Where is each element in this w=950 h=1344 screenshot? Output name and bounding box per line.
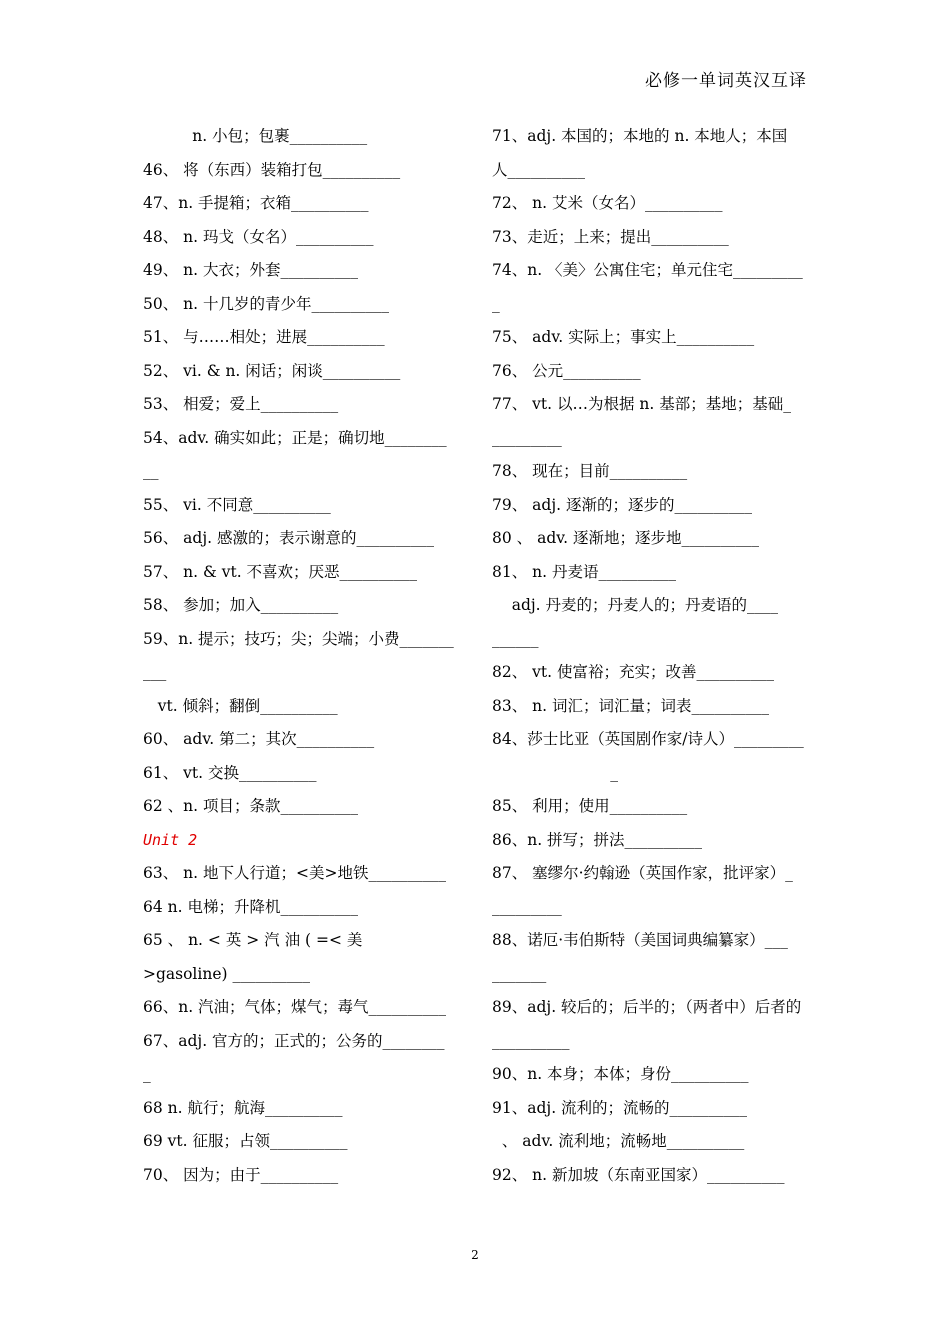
- vocab-line: _________: [492, 897, 562, 916]
- vocab-line: _: [492, 294, 500, 313]
- right-column: [492, 120, 810, 1192]
- vocab-line: 51、 与……相处；进展__________: [143, 328, 385, 346]
- vocab-line: 80 、 adv. 逐渐地；逐步地__________: [492, 529, 760, 547]
- vocab-line: 56、 adj. 感激的；表示谢意的__________: [143, 529, 434, 547]
- vocab-line: _: [143, 1065, 151, 1083]
- vocab-line: 63、 n. 地下人行道；<美>地铁__________: [143, 864, 446, 882]
- vocab-line: 66、n. 汽油；气体；煤气；毒气__________: [143, 998, 447, 1016]
- vocab-line: 76、 公元__________: [492, 361, 641, 380]
- vocab-line: 70、 因为；由于__________: [143, 1165, 339, 1184]
- vocab-line: 84、莎士比亚（英国剧作家/诗人）_________: [492, 730, 804, 748]
- vocab-line: 64 n. 电梯；升降机__________: [143, 897, 358, 916]
- vocab-line: 72、 n. 艾米（女名）__________: [492, 194, 723, 212]
- vocab-line: 88、诺厄·韦伯斯特（美国词典编纂家）___: [492, 931, 788, 949]
- vocab-line: _______: [492, 964, 547, 983]
- vocab-line: 75、 adv. 实际上；事实上__________: [492, 328, 755, 346]
- vocab-line: 86、n. 拼写；拼法__________: [492, 830, 703, 849]
- vocab-line: 48、 n. 玛戈（女名）__________: [143, 227, 374, 246]
- vocab-line: 83、 n. 词汇；词汇量；词表__________: [492, 696, 769, 715]
- vocab-line: 68 n. 航行；航海__________: [143, 1098, 343, 1117]
- vocab-line: 67、adj. 官方的；正式的；公务的________: [143, 1031, 445, 1050]
- vocab-line: 61、 vt. 交换__________: [143, 763, 317, 782]
- vocab-line: 92、 n. 新加坡（东南亚国家）__________: [492, 1165, 785, 1184]
- vocab-line: 58、 参加；加入__________: [143, 596, 339, 614]
- vocab-line: 62 、n. 项目；条款__________: [143, 797, 358, 815]
- vocab-line: ______: [492, 629, 539, 648]
- vocab-line: vt. 倾斜；翻倒__________: [143, 696, 338, 715]
- vocab-line: 人__________: [492, 160, 586, 179]
- vocab-line: 89、adj. 较后的；后半的；（两者中）后者的: [492, 998, 802, 1016]
- vocab-line: 85、 利用；使用__________: [492, 797, 688, 815]
- vocab-line: 52、 vi. & n. 闲话；闲谈__________: [143, 361, 401, 380]
- vocab-line: 81、 n. 丹麦语__________: [492, 562, 676, 581]
- vocab-line: 46、 将（东西）装箱打包__________: [143, 160, 401, 179]
- vocab-line: 73、走近；上来；提出__________: [492, 227, 729, 246]
- page-header-title: 必修一单词英汉互译: [645, 71, 807, 91]
- vocab-line: 59、n. 提示；技巧；尖；尖端；小费_______: [143, 629, 454, 648]
- page-number: 2: [471, 1248, 479, 1262]
- vocab-line: 79、 adj. 逐渐的；逐步的__________: [492, 495, 752, 514]
- vocab-line: >gasoline) __________: [143, 964, 310, 983]
- vocab-line: 49、 n. 大衣；外套__________: [143, 261, 358, 279]
- vocab-line: __: [143, 462, 159, 480]
- vocab-line: 55、 vi. 不同意__________: [143, 495, 331, 514]
- vocab-line: 47、n. 手提箱；衣箱__________: [143, 194, 369, 212]
- vocab-line: 90、n. 本身；本体；身份__________: [492, 1065, 749, 1083]
- vocab-line: 78、 现在；目前__________: [492, 462, 688, 480]
- vocab-line: 87、 塞缪尔·约翰逊（英国作家，批评家）_: [492, 864, 793, 882]
- vocab-line: adj. 丹麦的；丹麦人的；丹麦语的____: [492, 596, 779, 614]
- unit-heading: Unit 2: [143, 830, 198, 849]
- vocab-line: 91、adj. 流利的；流畅的__________: [492, 1098, 748, 1117]
- vocab-line: __________: [492, 1031, 570, 1050]
- vocab-line: 50、 n. 十几岁的青少年__________: [143, 294, 389, 313]
- vocab-line: n. 小包；包裹__________: [143, 127, 368, 145]
- vocab-line: 60、 adv. 第二；其次__________: [143, 730, 375, 748]
- vocab-line: _: [492, 763, 618, 782]
- vocab-line: 77、 vt. 以…为根据 n. 基部；基地；基础_: [492, 395, 792, 413]
- vocab-line: 69 vt. 征服；占领__________: [143, 1132, 348, 1150]
- vocab-line: 57、 n. & vt. 不喜欢；厌恶__________: [143, 562, 418, 581]
- vocab-line: 71、adj. 本国的；本地的 n. 本地人；本国: [492, 127, 788, 145]
- left-column: [143, 120, 463, 1192]
- vocab-line: 65 、 n. < 英 > 汽 油 ( =< 美: [143, 931, 363, 949]
- vocab-line: 74、n. 〈美〉公寓住宅；单元住宅_________: [492, 261, 803, 279]
- vocab-line: 、 adv. 流利地；流畅地__________: [492, 1132, 745, 1150]
- vocab-line: 53、 相爱；爱上__________: [143, 395, 339, 413]
- vocab-line: ___: [143, 663, 167, 681]
- vocab-line: 54、adv. 确实如此；正是；确切地________: [143, 428, 447, 447]
- vocab-line: _________: [492, 428, 562, 447]
- vocab-line: 82、 vt. 使富裕；充实；改善__________: [492, 663, 774, 681]
